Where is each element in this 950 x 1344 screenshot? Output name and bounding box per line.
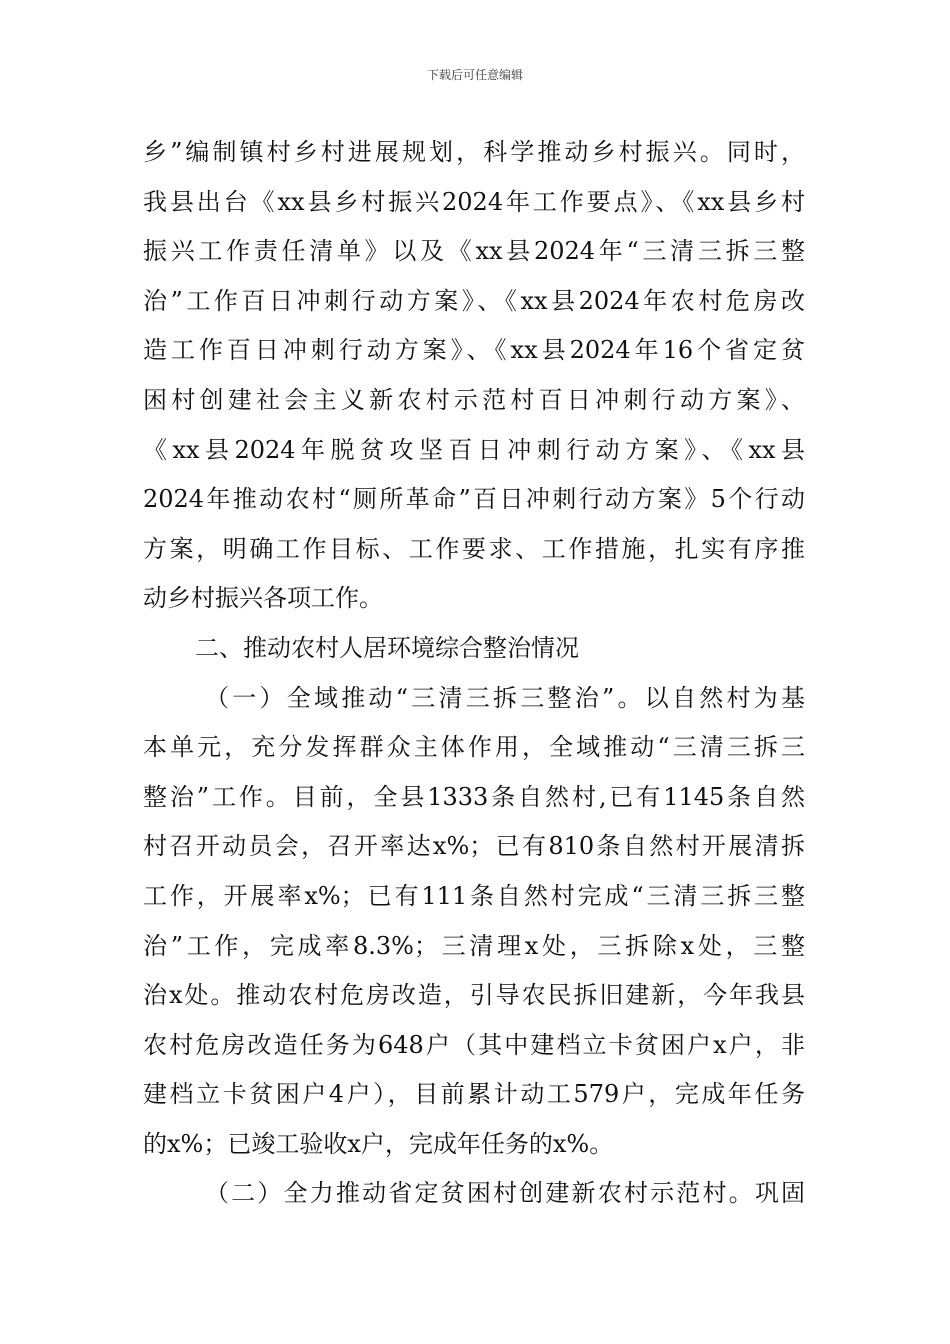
text-line: 整治”工作。目前，全县1333条自然村,已有1145条自然 bbox=[143, 782, 805, 811]
text-line: 治x处。推动农村危房改造，引导农民拆旧建新，今年我县 bbox=[143, 981, 805, 1010]
text-line: 乡”编制镇村乡村进展规划，科学推动乡村振兴。同时， bbox=[143, 138, 805, 166]
text-line: 建档立卡贫困户4户），目前累计动工579户，完成年任务 bbox=[143, 1080, 805, 1109]
subsection-heading: （二）全力推动省定贫困村创建新农村示范村。巩固 bbox=[205, 1179, 805, 1208]
text-line: 本单元，充分发挥群众主体作用，全域推动“三清三拆三 bbox=[143, 733, 805, 762]
section-heading: 二、推动农村人居环境综合整治情况 bbox=[195, 633, 579, 662]
text-line: 治”工作百日冲刺行动方案》、《xx县2024年农村危房改 bbox=[143, 286, 805, 315]
text-line: 村召开动员会，召开率达x%；已有810条自然村开展清拆 bbox=[143, 832, 805, 861]
text-line: 农村危房改造任务为648户（其中建档立卡贫困户x户，非 bbox=[143, 1030, 805, 1059]
text-line: 造工作百日冲刺行动方案》、《xx县2024年16个省定贫 bbox=[143, 336, 805, 365]
text-line: 困村创建社会主义新农村示范村百日冲刺行动方案》、 bbox=[143, 385, 805, 414]
text-line: 2024年推动农村“厕所革命”百日冲刺行动方案》5个行动 bbox=[143, 485, 805, 514]
text-line: 的x%；已竣工验收x户，完成年任务的x%。 bbox=[143, 1129, 614, 1158]
subsection-heading: （一）全域推动“三清三拆三整治”。以自然村为基 bbox=[205, 683, 805, 712]
text-line: 我县出台《xx县乡村振兴2024年工作要点》、《xx县乡村 bbox=[143, 187, 805, 216]
text-line: 治”工作，完成率8.3%；三清理x处，三拆除x处，三整 bbox=[143, 931, 805, 960]
text-line: 振兴工作责任清单》以及《xx县2024年“三清三拆三整 bbox=[143, 237, 805, 266]
page-header: 下载后可任意编辑 bbox=[426, 68, 523, 82]
document-body bbox=[143, 128, 805, 1219]
text-line: 动乡村振兴各项工作。 bbox=[143, 584, 383, 613]
text-line: 《xx县2024年脱贫攻坚百日冲刺行动方案》、《xx县 bbox=[143, 435, 805, 464]
text-line: 方案，明确工作目标、工作要求、工作措施，扎实有序推 bbox=[143, 534, 805, 563]
text-line: 工作，开展率x%；已有111条自然村完成“三清三拆三整 bbox=[143, 881, 805, 910]
